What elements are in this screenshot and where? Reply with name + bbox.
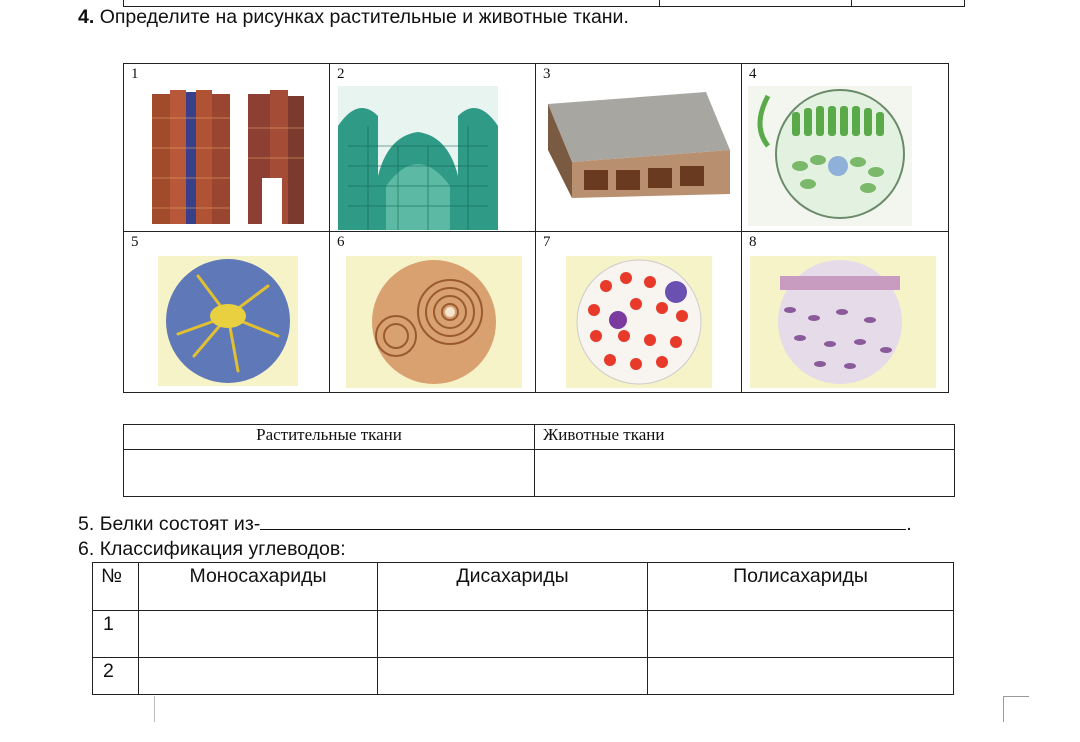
question-4-text: Определите на рисунках растительные и животные ткани. (99, 6, 629, 28)
figure-7-cell (536, 232, 742, 392)
figure-7-label: 7 (543, 234, 551, 250)
page-corner-mark (1003, 696, 1004, 722)
figure-8-cell (742, 232, 948, 392)
row-number: 2 (93, 658, 139, 695)
carbohydrate-table (92, 562, 954, 695)
figure-1-label: 1 (131, 66, 139, 82)
question-5 (78, 513, 912, 536)
animal-tissues-header: Животные ткани (535, 425, 955, 450)
animal-tissues-answer-cell[interactable] (535, 450, 955, 497)
nerve-tissue-image (158, 256, 298, 386)
mono-cell[interactable] (139, 610, 378, 658)
figure-4-label: 4 (749, 66, 757, 82)
epidermis-tissue-image (546, 90, 732, 198)
question-6-text: Классификация углеводов: (99, 538, 346, 560)
question-4-number: 4. (78, 6, 95, 28)
figure-2-label: 2 (337, 66, 345, 82)
plant-tissues-header: Растительные ткани (124, 425, 535, 450)
figure-5-label: 5 (131, 234, 139, 250)
col-polysaccharides-header: Полисахариды (648, 563, 954, 611)
question-6-number: 6. (78, 538, 95, 560)
figure-6-label: 6 (337, 234, 345, 250)
tissue-image-grid (123, 63, 949, 393)
muscle-tissue-image (144, 88, 312, 228)
figure-8-label: 8 (749, 234, 757, 250)
figure-1-cell (124, 64, 330, 232)
table-row (93, 610, 954, 658)
figure-2-cell (330, 64, 536, 232)
bone-tissue-image (346, 256, 522, 388)
mono-cell[interactable] (139, 658, 378, 695)
epithelial-tissue-image (750, 256, 936, 388)
page-margin-mark (154, 696, 155, 722)
meristem-tissue-image (338, 86, 498, 230)
question-5-number: 5. (78, 513, 95, 535)
page-corner-mark (1003, 696, 1029, 697)
blood-tissue-image (566, 256, 712, 388)
figure-3-label: 3 (543, 66, 551, 82)
poly-cell[interactable] (648, 610, 954, 658)
plant-tissues-answer-cell[interactable] (124, 450, 535, 497)
di-cell[interactable] (378, 658, 648, 695)
leaf-tissue-image (748, 86, 912, 226)
col-number-header: № (93, 563, 139, 611)
figure-3-cell (536, 64, 742, 232)
plant-animal-table (123, 424, 955, 497)
question-5-answer-line[interactable] (260, 513, 906, 530)
col-monosaccharides-header: Моносахариды (139, 563, 378, 611)
row-number: 1 (93, 610, 139, 658)
table-row (93, 658, 954, 695)
figure-6-cell (330, 232, 536, 392)
col-disaccharides-header: Дисахариды (378, 563, 648, 611)
question-4 (78, 6, 629, 29)
question-5-text: Белки состоят из- (99, 513, 261, 535)
figure-4-cell (742, 64, 948, 232)
figure-5-cell (124, 232, 330, 392)
question-6 (78, 538, 346, 561)
poly-cell[interactable] (648, 658, 954, 695)
di-cell[interactable] (378, 610, 648, 658)
question-5-end: . (906, 513, 912, 535)
